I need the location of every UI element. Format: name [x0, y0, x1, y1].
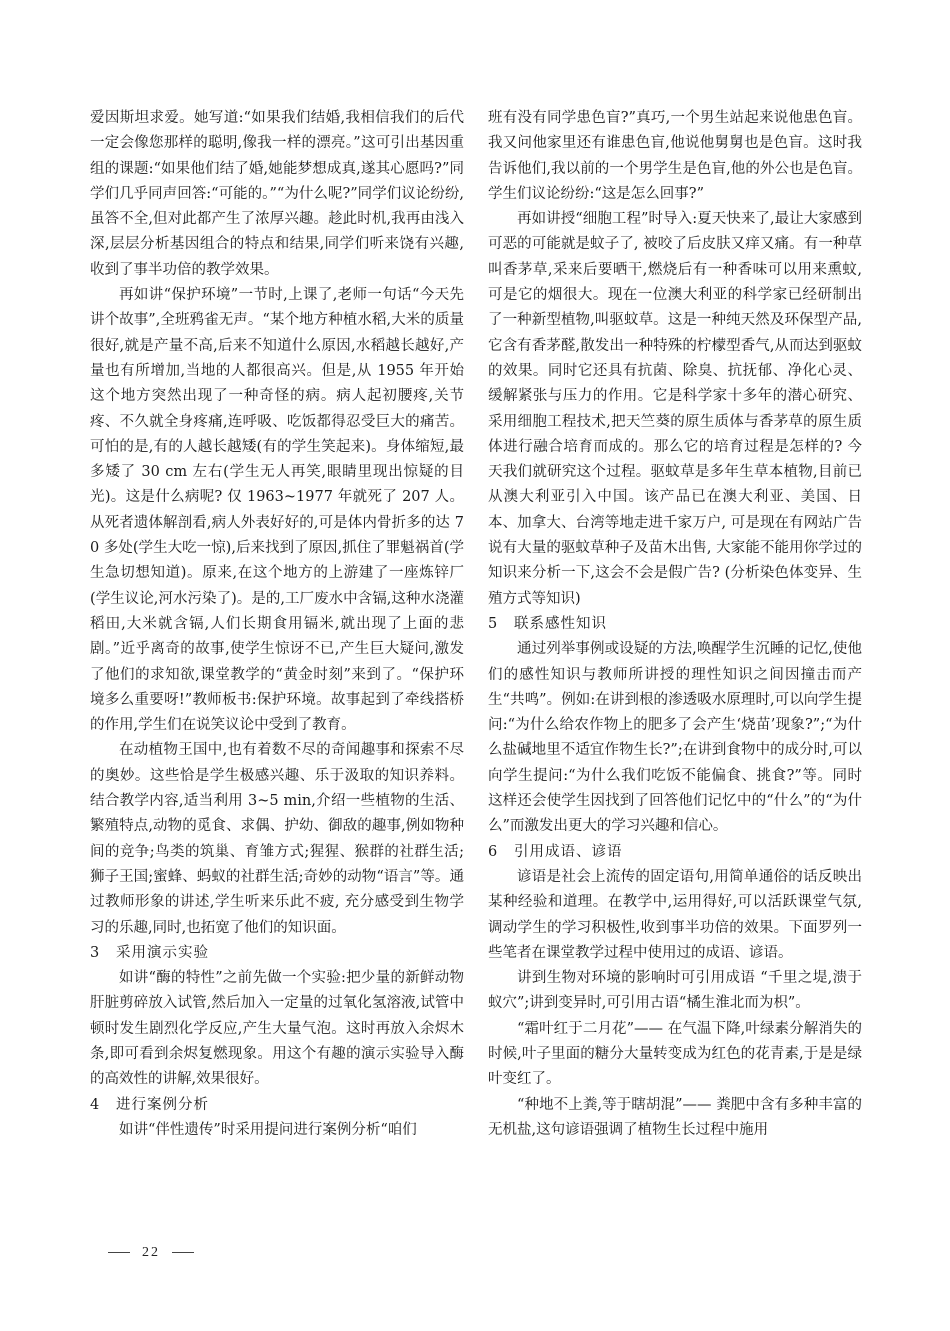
- right-column: [488, 106, 862, 1143]
- left-column: [90, 106, 464, 1143]
- section-number: 6: [488, 843, 499, 860]
- page-footer: [108, 1245, 194, 1261]
- footer-dash-left: [108, 1252, 130, 1253]
- section-number: 5: [488, 615, 499, 632]
- body-paragraph: 讲到生物对环境的影响时可引用成语 “千里之堤,溃于蚁穴”;讲到变异时,可引用古语“橘生淮北而为枳”。: [488, 970, 862, 1012]
- body-paragraph: 再如讲“保护环境”一节时,上课了,老师一句话“今天先讲个故事”,全班鸦雀无声。“某个地方种植水稻,大米的质量很好,就是产量不高,后来不知道什么原因,水稻越长越好,产量也有所增加,当地的人都很高兴。但是,从 1955 年开始这个地方突然出现了一种奇怪的病。病人起初腰疼,关节疼、不久就全身疼痛,连呼吸、吃饭都得忍受巨大的痛苦。可怕的是,有的人越长越矮(有的学生笑起来)。身体缩短,最多矮了 30 cm 左右(学生无人再笑,眼睛里现出惊疑的目光)。这是什么病呢? 仅 1963~1977 年就死了 207 人。从死者遗体解剖看,病人外表好好的,可是体内骨折多的达 70 多处(学生大吃一惊),后来找到了原因,抓住了罪魁祸首(学生急切想知道)。原来,在这个地方的上游建了一座炼锌厂(学生议论,河水污染了)。是的,工厂废水中含镉,这种水浇灌稻田,大米就含镉,人们长期食用镉米,就出现了上面的悲剧。”近乎离奇的故事,使学生惊讶不已,产生巨大疑问,激发了他们的求知欲,课堂教学的“黄金时刻”来到了。“保护环境多么重要呀!”教师板书:保护环境。故事起到了牵线搭桥的作用,学生们在说笑议论中受到了教育。: [90, 287, 464, 734]
- section-title: 采用演示实验: [116, 944, 209, 961]
- footer-dash-right: [172, 1252, 194, 1253]
- body-paragraph: “种地不上粪,等于瞎胡混”—— 粪肥中含有多种丰富的无机盐,这句谚语强调了植物生长过程中施用: [488, 1096, 862, 1138]
- body-paragraph: 再如讲授“细胞工程”时导入:夏天快来了,最让大家感到可恶的可能就是蚊子了, 被咬了后皮肤又痒又痛。有一种草叫香茅草,采来后要晒干,燃烧后有一种香味可以用来熏蚊,可是它的烟很大。现在一位澳大利亚的科学家已经研制出了一种新型植物,叫驱蚊草。这是一种纯天然及环保型产品,它含有香茅醛,散发出一种特殊的柠檬型香气,从而达到驱蚊的效果。同时它还具有抗菌、除臭、抗抚郁、净化心灵、缓解紧张与压力的作用。它是科学家十多年的潜心研究、采用细胞工程技术,把天竺葵的原生质体与香茅草的原生质体进行融合培育而成的。那么它的培育过程是怎样的? 今天我们就研究这个过程。驱蚊草是多年生草本植物,目前已从澳大利亚引入中国。该产品已在澳大利亚、美国、日本、加拿大、台湾等地走进千家万户, 可是现在有网站广告说有大量的驱蚊草种子及苗木出售, 大家能不能用你学过的知识来分析一下,这会不会是假广告? (分析染色体变异、生殖方式等知识): [488, 211, 862, 607]
- body-paragraph: 如讲“伴性遗传”时采用提问进行案例分析“咱们: [119, 1121, 417, 1138]
- body-paragraph: 通过列举事例或设疑的方法,唤醒学生沉睡的记忆,使他们的感性知识与教师所讲授的理性知识之间因撞击而产生“共鸣”。例如:在讲到根的渗透吸水原理时,可以向学生提问:“为什么给农作物上的肥多了会产生‘烧苗’现象?”;“为什么盐碱地里不适宜作物生长?”;在讲到食物中的成分时,可以向学生提问:“为什么我们吃饭不能偏食、挑食?”等。同时这样还会使学生因找到了回答他们记忆中的“什么”的“为什么”而激发出更大的学习兴趣和信心。: [488, 641, 862, 835]
- section-number: 4: [90, 1096, 101, 1113]
- section-heading: [488, 612, 862, 637]
- page-number: 22: [142, 1245, 160, 1260]
- section-title: 联系感性知识: [514, 615, 607, 632]
- section-number: 3: [90, 944, 101, 961]
- continued-paragraph: 班有没有同学患色盲?”真巧,一个男生站起来说他患色盲。我又问他家里还有谁患色盲,他说他舅舅也是色盲。这时我告诉他们,我以前的一个男学生是色盲,他的外公也是色盲。学生们议论纷纷:“这是怎么回事?”: [488, 110, 862, 202]
- body-paragraph: 如讲“酶的特性”之前先做一个实验:把少量的新鲜动物肝脏剪碎放入试管,然后加入一定量的过氧化氢溶液,试管中顿时发生剧烈化学反应,产生大量气泡。这时再放入余烬木条,即可看到余烬复燃现象。用这个有趣的演示实验导入酶的高效性的讲解,效果很好。: [90, 970, 464, 1088]
- section-heading: [90, 941, 464, 966]
- body-paragraph: 谚语是社会上流传的固定语句,用简单通俗的话反映出某种经验和道理。在教学中,运用得好,可以活跃课堂气氛,调动学生的学习积极性,收到事半功倍的效果。下面罗列一些笔者在课堂教学过程中使用过的成语、谚语。: [488, 868, 862, 961]
- section-heading: [488, 840, 862, 865]
- continued-paragraph: 爱因斯坦求爱。她写道:“如果我们结婚,我相信我们的后代一定会像您那样的聪明,像我一样的漂亮。”这可引出基因重组的课题:“如果他们结了婚,她能梦想成真,遂其心愿吗?”同学们几乎同声回答:“可能的。”“为什么呢?”同学们议论纷纷,虽答不全,但对此都产生了浓厚兴趣。趁此时机,我再由浅入深,层层分析基因组合的特点和结果,同学们听来饶有兴趣,收到了事半功倍的教学效果。: [90, 110, 464, 278]
- section-title: 进行案例分析: [116, 1096, 209, 1113]
- body-paragraph: “霜叶红于二月花”—— 在气温下降,叶绿素分解消失的时候,叶子里面的糖分大量转变成为红色的花青素,于是是绿叶变红了。: [488, 1020, 862, 1088]
- body-paragraph: 在动植物王国中,也有着数不尽的奇闻趣事和探索不尽的奥妙。这些恰是学生极感兴趣、乐于汲取的知识养料。结合教学内容,适当利用 3~5 min,介绍一些植物的生活、繁殖特点,动物的觅食、求偶、护幼、御敌的趣事,例如物种间的竞争;鸟类的筑巢、育雏方式;猩猩、猴群的社群生活;狮子王国;蜜蜂、蚂蚁的社群生活;奇妙的动物“语言”等。通过教师形象的讲述,学生听来乐此不疲, 充分感受到生物学习的乐趣,同时,也拓宽了他们的知识面。: [90, 742, 464, 936]
- section-title: 引用成语、谚语: [514, 843, 623, 860]
- section-heading: [90, 1093, 464, 1118]
